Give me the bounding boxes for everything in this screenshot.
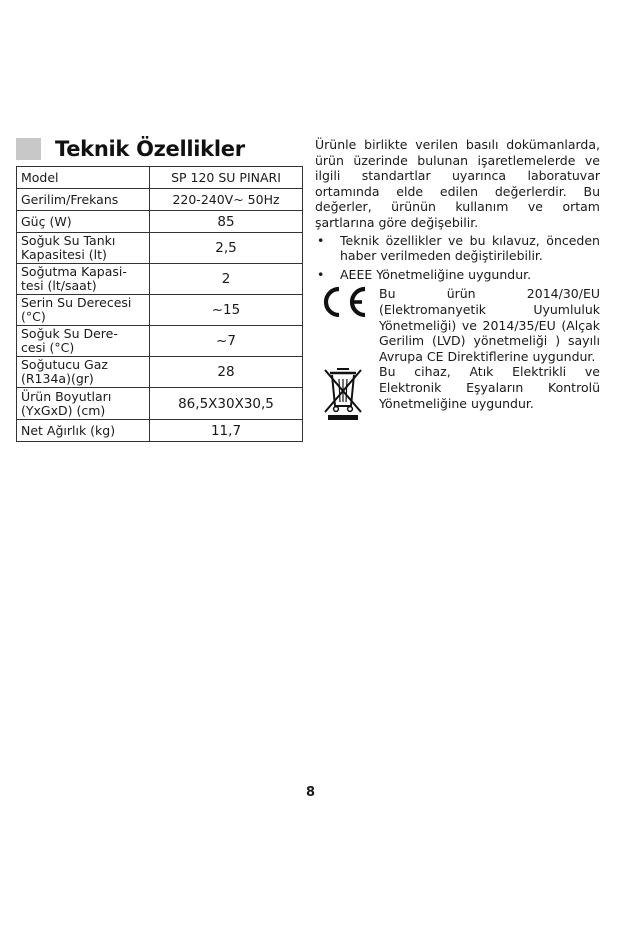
spec-label [17,167,150,189]
ce-text: Bu ürün 2014/30/EU (Elektromanyetik Uyumluluk Yönetmeliği) ve 2014/35/EU (Alçak Gerilim (LVD) yönetmeliği ) sayılı Avrupa CE Direktiflerine uygundur. [379,286,600,364]
section-heading [16,136,245,162]
table-row [17,388,303,420]
page-title: Teknik Özellikler [55,137,245,161]
bullet-dot: • [317,232,325,248]
spec-label-line: Model [21,169,59,185]
spec-label-line: Net Ağırlık (kg) [21,422,116,438]
weee-block [315,364,600,426]
spec-label-line: Güç (W) [21,213,72,229]
spec-label-line: Gerilim/Frekans [21,191,119,207]
spec-label [17,326,150,357]
spec-value: 85 [150,211,303,233]
table-row [17,264,303,295]
spec-value: ~15 [150,295,303,326]
ce-block [315,286,600,364]
spec-label-line: Kapasitesi (lt) [21,247,107,262]
spec-label [17,357,150,388]
spec-label [17,420,150,442]
spec-label [17,211,150,233]
table-row [17,295,303,326]
table-row [17,357,303,388]
table-row [17,420,303,442]
spec-label-line: Soğutma Kapasi- [21,264,127,279]
table-row [17,167,303,189]
table-row [17,189,303,211]
bullet-dot: • [317,266,325,282]
spec-label-line: Ürün Boyutları [21,388,112,404]
weee-bin-icon [315,364,379,426]
heading-marker [16,138,41,160]
spec-label [17,264,150,295]
spec-label [17,388,150,420]
spec-table [16,166,303,442]
table-row [17,233,303,264]
spec-label-line: Soğuk Su Dere- [21,326,118,341]
table-row [17,211,303,233]
spec-value: 11,7 [150,420,303,442]
spec-label [17,295,150,326]
table-row [17,326,303,357]
spec-label [17,189,150,211]
spec-value: 2,5 [150,233,303,264]
spec-value: 220-240V~ 50Hz [150,189,303,211]
spec-label-line: cesi (°C) [21,340,75,355]
spec-value: 86,5X30X30,5 [150,388,303,420]
spec-label-line: Soğuk Su Tankı [21,233,116,248]
spec-label-line: Serin Su Derecesi [21,295,132,310]
spec-label-line: (R134a)(gr) [21,371,94,386]
page-number: 8 [305,785,316,800]
spec-value: ~7 [150,326,303,357]
spec-label-line: (°C) [21,309,46,324]
weee-text: Bu cihaz, Atık Elektrikli ve Elektronik Eşyaların Kontrolü Yönetmeliğine uygundur. [379,364,600,411]
spec-label-line: Soğutucu Gaz [21,357,108,372]
spec-value: 2 [150,264,303,295]
info-column [315,137,600,426]
bullet-item: • Teknik özellikler ve bu kılavuz, önceden haber verilmeden değiştirilebilir. [317,232,600,264]
spec-label-line: tesi (lt/saat) [21,278,97,293]
spec-label-line: (YxGxD) (cm) [21,402,106,418]
spec-value: SP 120 SU PINARI [150,167,303,189]
intro-paragraph: Ürünle birlikte verilen basılı dokümanlarda, ürün üzerinde bulunan işaretlemelerde ve ilgili standartlar uyarınca laboratuvar ortamında elde edilen değerlerdir. Bu değerler, ürünün kullanım ve ortam şartlarına göre değişebilir. [315,137,600,230]
spec-label [17,233,150,264]
bullet-list [315,233,600,283]
bullet-item: • AEEE Yönetmeliğine uygundur. [317,266,532,282]
spec-value: 28 [150,357,303,388]
ce-mark-icon [315,286,379,364]
